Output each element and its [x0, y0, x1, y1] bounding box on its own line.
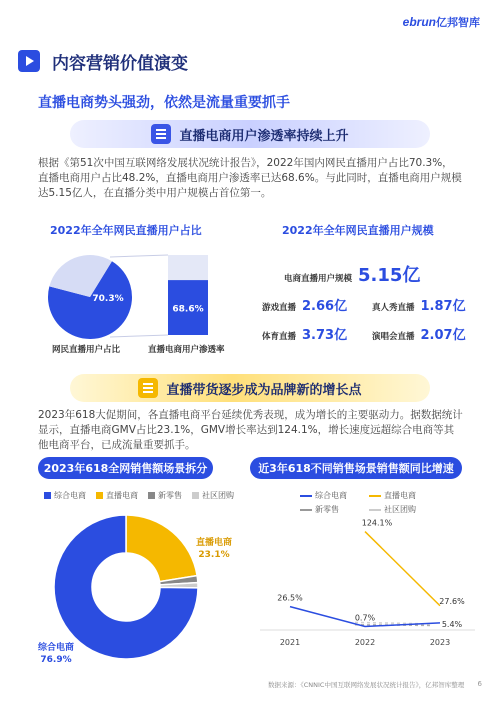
line-legend-row2: [300, 504, 416, 515]
play-icon: [18, 50, 40, 72]
stat-item-value: 2.66亿: [302, 299, 348, 314]
stat-item: [372, 324, 466, 343]
stat-item-label: 真人秀直播: [372, 303, 415, 313]
legend-swatch: [148, 492, 155, 499]
page-title: 内容营销价值演变: [52, 53, 188, 74]
legend-swatch: [96, 492, 103, 499]
bar-caption: 直播电商用户渗透率: [148, 345, 225, 355]
donut-label-zhibo-name: 直播电商: [195, 538, 233, 548]
stat-item-value: 2.07亿: [420, 328, 466, 343]
growth-line-chart: [250, 515, 480, 650]
section2-left-title: 2023年618全网销售额场景拆分: [38, 457, 213, 479]
legend-label: 直播电商: [384, 491, 416, 500]
section2-right-title: 近3年618不同销售场景销售额同比增速: [250, 457, 462, 479]
section1-banner: [70, 120, 430, 148]
section1-paragraph: 根据《第51次中国互联网络发展状况统计报告》，2022年国内网民直播用户占比70.3%，直播电商用户占比48.2%，直播电商用户渗透率已达68.6%。与此同时，直播电商用户规模达5.15亿人，在直播分类中用户规模占首位第一。: [38, 157, 462, 199]
stat-main-value: 5.15亿: [358, 265, 421, 286]
stat-item-label: 演唱会直播: [372, 332, 415, 342]
edit-icon: [138, 378, 158, 398]
point-label: 0.7%: [354, 613, 376, 623]
legend-label: 综合电商: [315, 491, 347, 500]
stat-item: [262, 324, 347, 343]
page-number: 6: [477, 680, 482, 688]
section1-left-title: 2022年全年网民直播用户占比: [50, 224, 202, 237]
section2-banner: [70, 374, 430, 402]
legend-line: [369, 495, 381, 497]
stat-main-label: 电商直播用户规模: [284, 274, 353, 284]
page-header: [18, 47, 233, 75]
x-tick-label: 2022: [354, 638, 376, 647]
series-line-zhibo: [365, 532, 440, 606]
legend-swatch: [192, 492, 199, 499]
stat-item-label: 体育直播: [262, 332, 297, 342]
stat-item-value: 3.73亿: [302, 328, 348, 343]
donut-legend: [44, 490, 234, 501]
donut-label-zonghe-name: 综合电商: [38, 643, 75, 653]
page-subtitle: 直播电商势头强劲，依然是流量重要抓手: [38, 95, 290, 111]
donut-label-zhibo-value: 23.1%: [198, 550, 230, 560]
legend-swatch: [44, 492, 51, 499]
legend-line: [300, 495, 312, 497]
legend-line: [369, 509, 381, 511]
brand-logo-zh: 亿邦智库: [436, 17, 480, 29]
x-tick-label: 2021: [279, 638, 301, 647]
x-tick-label: 2023: [429, 638, 451, 647]
stat-main: [284, 261, 420, 287]
stat-item: [372, 295, 466, 314]
point-label: 26.5%: [277, 593, 303, 603]
section2-paragraph: 2023年618大促期间，各直播电商平台延续优秀表现，成为增长的主要驱动力。据数据统计显示，直播电商GMV占比23.1%，GMV增长率达到124.1%，增长速度远超综合电商等其他电商平台，已成流量重要抓手。: [38, 409, 463, 451]
point-label: 5.4%: [441, 619, 463, 629]
pie-value-label: 70.3%: [92, 294, 124, 304]
point-label: 124.1%: [361, 518, 393, 528]
pie-caption: 网民直播用户占比: [52, 345, 121, 355]
legend-label: 综合电商: [54, 491, 86, 500]
donut-label-zonghe-value: 76.9%: [40, 655, 72, 665]
section2-banner-text: 直播带货逐步成为品牌新的增长点: [166, 382, 362, 398]
line-legend-row1: [300, 490, 416, 501]
section1-right-title: 2022年全年网民直播用户规模: [282, 224, 434, 237]
source-note: 数据来源：《CNNIC中国互联网络发展状况统计报告》，亿邦智库整理: [268, 681, 465, 689]
brand-logo: [403, 14, 480, 30]
section1-banner-text: 直播电商用户渗透率持续上升: [179, 128, 349, 144]
donut-slice: [126, 515, 197, 582]
legend-label: 社区团购: [202, 491, 234, 500]
stat-item-value: 1.87亿: [420, 299, 466, 314]
bar-value-label: 68.6%: [172, 304, 204, 315]
sales-scene-donut: [38, 505, 238, 670]
list-icon: [151, 124, 171, 144]
stat-item-label: 游戏直播: [262, 303, 297, 313]
legend-label: 新零售: [315, 505, 339, 514]
legend-label: 直播电商: [106, 491, 138, 500]
legend-line: [300, 509, 312, 511]
point-label: 27.6%: [439, 596, 465, 606]
brand-logo-en: ebrun: [402, 15, 436, 29]
legend-label: 社区团购: [384, 505, 416, 514]
stat-item: [262, 295, 347, 314]
legend-label: 新零售: [158, 491, 182, 500]
